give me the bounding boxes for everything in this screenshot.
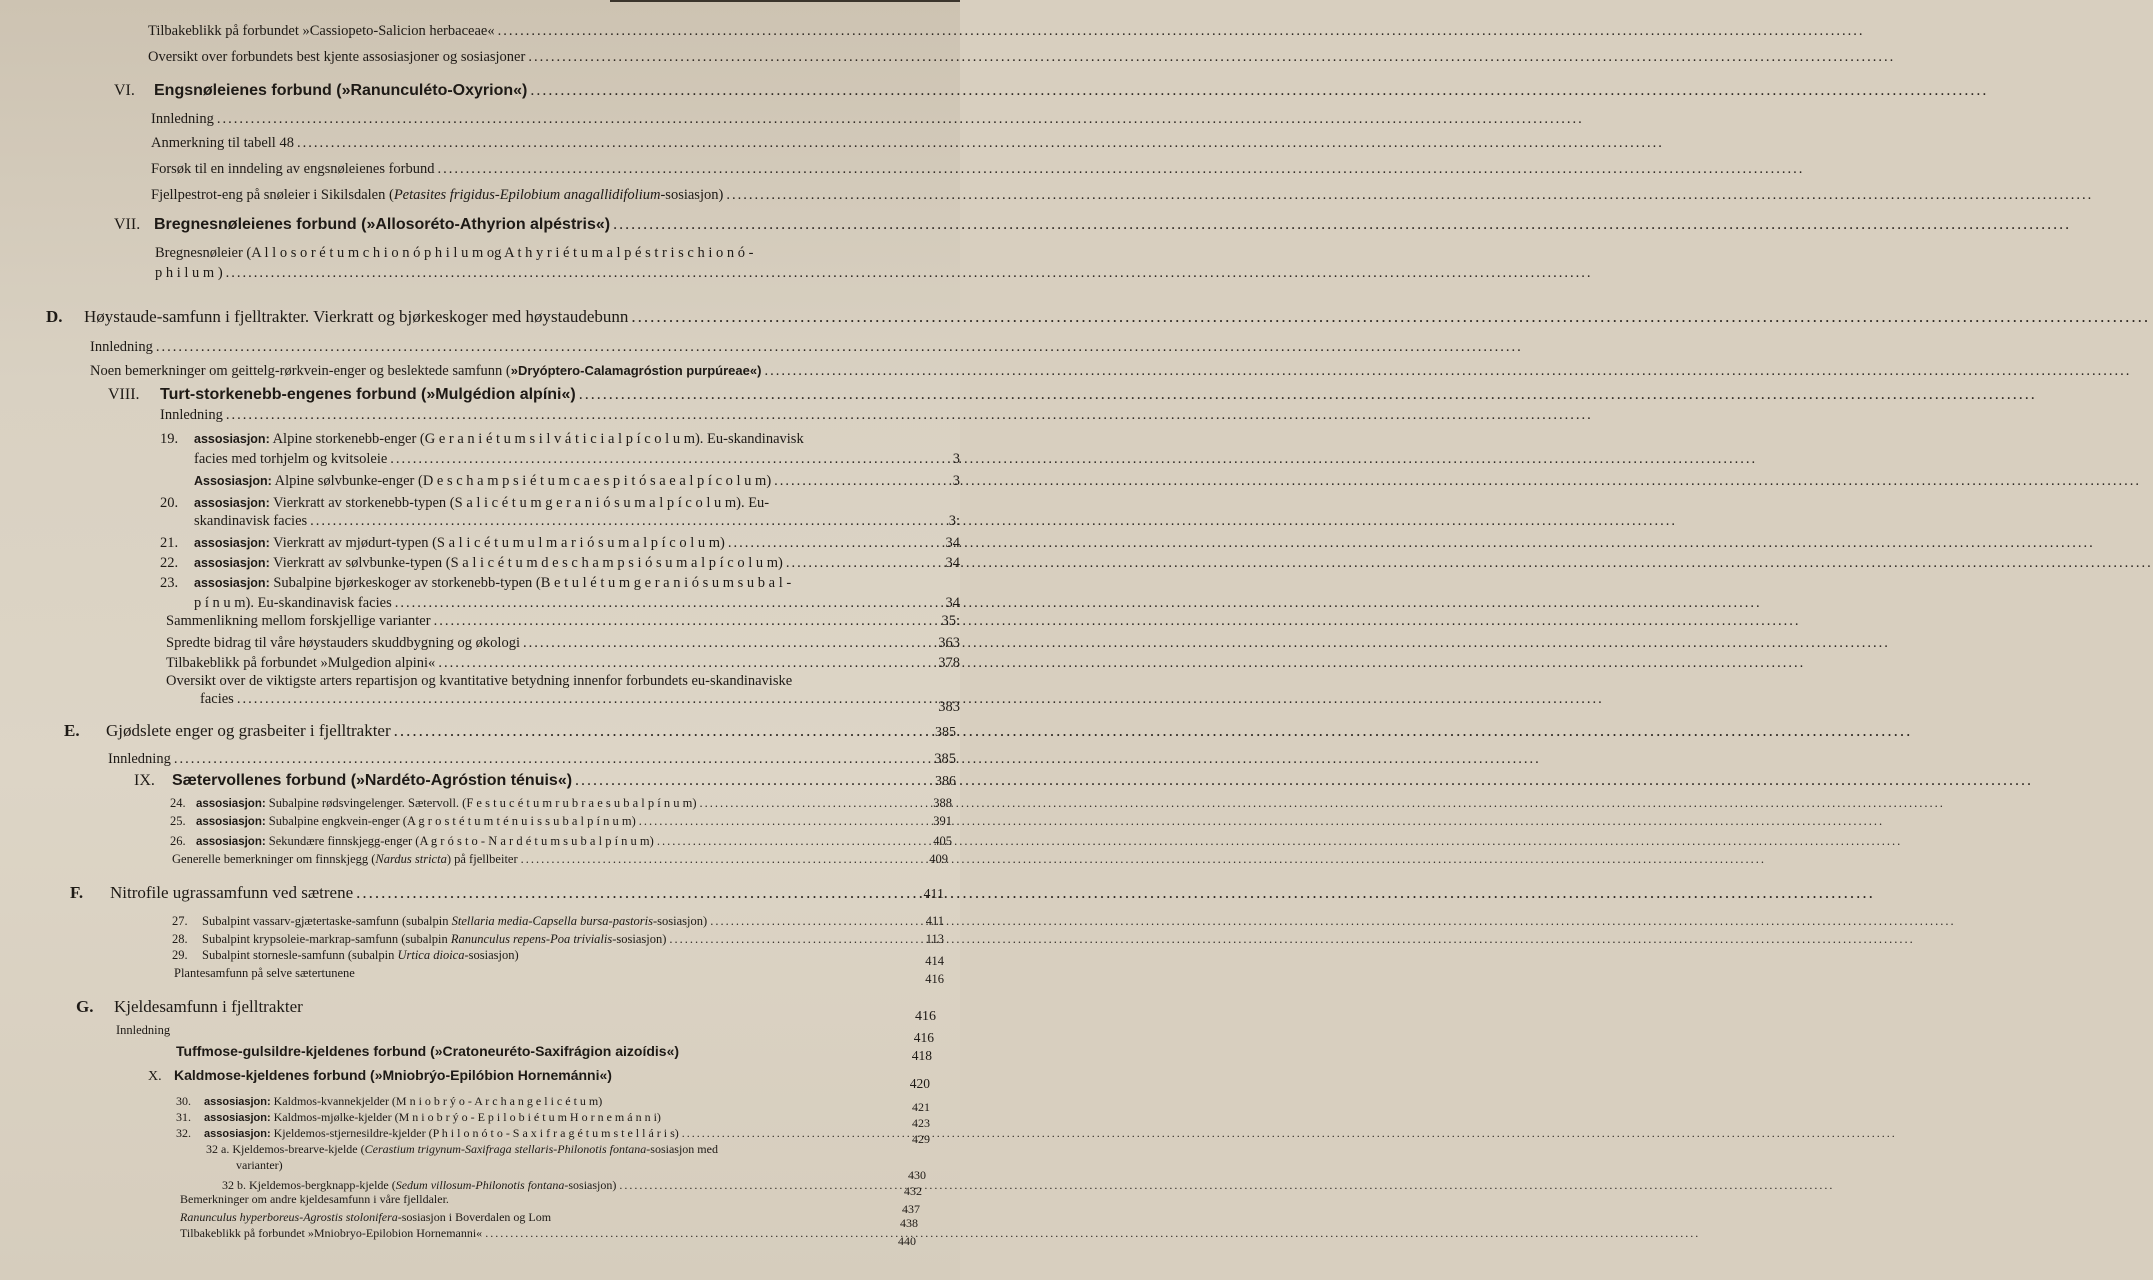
latin-name: Ranunculus hyperboreus-Agrostis stolonifera: [180, 1210, 398, 1224]
section-title: Sætervollenes forbund (»Nardéto-Agróstion ténuis«): [172, 772, 573, 789]
page-number: 391: [933, 814, 952, 828]
top-rule: [610, 0, 960, 2]
entry-text: Kaldmos-kvannekjelder (M n i o b r ý o - A r c h a n g e l i c é t u m): [273, 1094, 603, 1108]
entry-text: Tilbakeblikk på forbundet »Mniobryo-Epilobion Hornemanni«: [180, 1226, 483, 1240]
roman-numeral: X.: [148, 1069, 162, 1084]
entry-text: Bregnesnøleier (A l l o s o r é t u m c h i o n ó p h i l u m og A t h y r i é t u m a l p é s t r i s c h i o n ó -: [155, 245, 754, 261]
association-number: 29.: [172, 948, 188, 962]
leader-dots: [394, 722, 932, 740]
entry-text: Forsøk til en inndeling av engsnøleienes forbund: [151, 161, 435, 177]
leader-dots: [438, 654, 935, 672]
entry-text: -sosiasjon i Boverdalen og Lom: [397, 1210, 552, 1224]
entry-text: 32 a. Kjeldemos-brearve-kjelde (: [206, 1142, 365, 1156]
entry-text: Tilbakeblikk på forbundet »Mulgedion alpini«: [166, 655, 436, 671]
page-number: 3:: [948, 513, 960, 529]
toc-entry[interactable]: [151, 110, 960, 128]
leader-dots: [639, 814, 930, 829]
entry-text: Subalpine rødsvingelenger. Sætervoll. (F e s t u c é t u m r u b r a e s u b a l p í n u m): [268, 796, 697, 810]
entry-text: Innledning: [116, 1023, 171, 1037]
page-number: 423: [912, 1116, 930, 1130]
leader-dots: [774, 472, 950, 490]
entry-text: skandinavisk facies: [194, 513, 308, 529]
association-29[interactable]: [172, 948, 944, 968]
leader-dots: [631, 308, 957, 326]
association-24[interactable]: [170, 796, 952, 812]
section-letter: D.: [46, 307, 63, 326]
association-label: assosiasjon:: [196, 798, 266, 810]
association-32b[interactable]: [222, 1178, 922, 1198]
toc-entry[interactable]: [108, 750, 956, 768]
section-heading-vii[interactable]: [114, 216, 960, 234]
section-title: Høystaude-samfunn i fjelltrakter. Vierkratt og bjørkeskoger med høystaudebunn: [84, 307, 629, 326]
section-title: Kjeldesamfunn i fjelltrakter: [114, 997, 303, 1016]
page-number: 34: [945, 535, 960, 551]
association-26[interactable]: [170, 834, 952, 850]
association-27[interactable]: [172, 914, 944, 929]
leader-dots: [669, 932, 922, 947]
page-number: 421: [912, 1100, 930, 1114]
page-number: 34: [945, 555, 960, 571]
entry-text: -sosiasjon med: [646, 1142, 718, 1156]
section-heading-d[interactable]: [46, 308, 960, 326]
page-number: 440: [898, 1234, 916, 1248]
association-number: 28.: [172, 932, 188, 946]
leader-dots: [530, 82, 957, 100]
association-number: 23.: [160, 575, 179, 591]
roman-numeral: VI.: [114, 82, 135, 99]
leader-dots: [728, 534, 943, 552]
association-label: assosiasjon:: [196, 836, 266, 848]
association-number: 30.: [176, 1094, 191, 1108]
toc-entry[interactable]: [166, 634, 960, 652]
entry-text: Innledning: [160, 407, 223, 423]
page-number: 414: [925, 954, 944, 968]
leader-dots: [310, 512, 946, 530]
toc-entry[interactable]: [151, 160, 960, 178]
entry-text: Oversikt over forbundets best kjente assosiasjoner og sosiasjoner: [148, 49, 526, 65]
association-number: 25.: [170, 814, 186, 828]
leader-dots: [726, 186, 957, 204]
toc-entry[interactable]: [148, 48, 960, 66]
association-number: 19.: [160, 431, 179, 447]
leader-dots: [434, 612, 939, 630]
leader-dots: [682, 1126, 909, 1141]
toc-entry-continued[interactable]: [200, 690, 960, 715]
association-number: 24.: [170, 796, 186, 810]
leader-dots: [700, 796, 931, 811]
entry-text: facies med torhjelm og kvitsoleie: [194, 451, 388, 467]
entry-text: facies: [200, 691, 234, 707]
section-letter: E.: [64, 721, 80, 740]
association-number: 31.: [176, 1110, 191, 1124]
leader-dots: [217, 110, 957, 128]
toc-entry[interactable]: [180, 1192, 920, 1216]
toc-entry[interactable]: [90, 362, 960, 380]
entry-text: Noen bemerkninger om geittelg-rørkvein-enger og beslektede samfunn (: [90, 363, 511, 379]
leader-dots: [764, 362, 957, 380]
page-number: 416: [913, 1030, 934, 1045]
page-number: 411: [923, 887, 944, 902]
page-number: 383: [938, 699, 960, 715]
toc-entry[interactable]: [166, 654, 960, 672]
page-number: 432: [904, 1184, 922, 1198]
latin-name: Urtica dioica: [397, 948, 465, 962]
toc-entry-continued[interactable]: [155, 264, 960, 282]
book-page: [0, 0, 960, 1280]
page-number: 388: [933, 796, 952, 810]
leader-dots: [613, 216, 957, 234]
leader-dots: [485, 1226, 895, 1241]
page-number: 378: [938, 655, 960, 671]
association-22[interactable]: [160, 554, 960, 572]
entry-text: Alpine storkenebb-enger (G e r a n i é t u m s i l v á t i c i a l p í c o l u m). Eu-skandinavisk: [272, 431, 804, 447]
section-title: Bregnesnøleienes forbund (»Allosoréto-Athyrion alpéstris«): [154, 216, 611, 233]
association-19[interactable]: [160, 430, 960, 448]
toc-entry[interactable]: [166, 612, 960, 630]
page-number: 430: [908, 1168, 926, 1182]
latin-name: Cerastium trigynum-Saxifraga stellaris-Philonotis fontana: [364, 1142, 647, 1156]
entry-text: Anmerkning til tabell 48: [151, 135, 294, 151]
association-label: assosiasjon:: [194, 432, 270, 446]
latin-name: Stellaria media-Capsella bursa-pastoris: [451, 914, 654, 928]
section-title: Engsnøleienes forbund (»Ranunculéto-Oxyrion«): [154, 82, 528, 99]
leader-dots: [786, 554, 943, 572]
entry-text: p í n u m). Eu-skandinavisk facies: [194, 595, 392, 611]
page-number: 437: [902, 1202, 920, 1216]
association-20-continued[interactable]: [194, 512, 960, 530]
leader-dots: [528, 48, 957, 66]
association-label: assosiasjon:: [194, 536, 270, 550]
page-number: 411: [925, 914, 944, 928]
page-number: 113: [925, 932, 944, 946]
entry-text: Alpine sølvbunke-enger (D e s c h a m p s i é t u m c a e s p i t ó s a e a l p í c o l u m): [274, 473, 772, 489]
association-label: assosiasjon:: [194, 556, 270, 570]
toc-entry[interactable]: [180, 1226, 916, 1248]
association-32a[interactable]: [206, 1142, 926, 1157]
page-number: 429: [912, 1132, 930, 1146]
entry-text: -sosiasjon): [464, 948, 519, 962]
entry-text: Tilbakeblikk på forbundet »Cassiopeto-Salicion herbaceae«: [148, 23, 495, 39]
page-number: 409: [929, 852, 948, 866]
association-20[interactable]: [160, 494, 960, 512]
entry-text: Innledning: [151, 111, 214, 127]
association-19b[interactable]: [194, 472, 960, 490]
leader-dots: [575, 772, 932, 790]
entry-text: Kaldmos-mjølke-kjelder (M n i o b r ý o - E p i l o b i é t u m H o r n e m á n n i): [273, 1110, 661, 1124]
association-32a-continued[interactable]: [236, 1158, 926, 1182]
entry-text: 32 b. Kjeldemos-bergknapp-kjelde (: [222, 1178, 396, 1192]
association-number: 20.: [160, 495, 179, 511]
leader-dots: [390, 450, 949, 468]
leader-dots: [356, 884, 920, 902]
leader-dots: [498, 22, 957, 40]
association-label: assosiasjon:: [204, 1112, 271, 1124]
association-number: 32.: [176, 1126, 191, 1140]
association-label: Assosiasjon:: [194, 474, 272, 488]
toc-entry[interactable]: [180, 1210, 918, 1230]
page-number: 416: [925, 972, 944, 986]
leader-dots: [297, 134, 957, 152]
association-label: assosiasjon:: [196, 816, 266, 828]
section-title: Nitrofile ugrassamfunn ved sætrene: [110, 883, 354, 902]
association-label: assosiasjon:: [204, 1096, 271, 1108]
entry-text: Sekundære finnskjegg-enger (A g r ó s t o - N a r d é t u m s u b a l p í n u m): [268, 834, 654, 848]
association-number: 27.: [172, 914, 188, 928]
page-number: 420: [909, 1076, 930, 1091]
leader-dots: [174, 750, 931, 768]
entry-text: Bemerkninger om andre kjeldesamfunn i våre fjelldaler.: [180, 1192, 449, 1206]
entry-text: Generelle bemerkninger om finnskjegg (: [172, 852, 376, 866]
section-title: Tuffmose-gulsildre-kjeldenes forbund (»Cratoneuréto-Saxifrágion aizoídis«): [176, 1043, 680, 1059]
page-number: 3: [952, 473, 960, 489]
association-number: 22.: [160, 555, 179, 571]
leader-dots: [156, 338, 957, 356]
page-number: 405: [933, 834, 952, 848]
section-letter: G.: [76, 997, 94, 1016]
section-title: Kaldmose-kjeldenes forbund (»Mniobrýo-Epilóbion Hornemánni«): [174, 1067, 612, 1083]
roman-numeral: VII.: [114, 216, 141, 233]
toc-entry[interactable]: [174, 966, 944, 986]
leader-dots: [395, 594, 943, 612]
section-letter: F.: [70, 883, 84, 902]
section-heading-x[interactable]: [148, 1066, 930, 1091]
roman-numeral: VIII.: [108, 386, 140, 403]
association-25[interactable]: [170, 814, 952, 830]
entry-text: -sosiasjon): [612, 932, 667, 946]
page-number: 438: [900, 1216, 918, 1230]
entry-text: varianter): [236, 1158, 283, 1172]
page-number: 3: [952, 451, 960, 467]
entry-text: Oversikt over de viktigste arters repartisjon og kvantitative betydning innenfor forbundets eu-skandinaviske: [166, 673, 793, 689]
association-23-continued[interactable]: [194, 594, 960, 612]
leader-dots: [523, 634, 935, 652]
section-heading-viii[interactable]: [108, 386, 960, 404]
section-heading-f[interactable]: [70, 884, 944, 904]
association-28[interactable]: [172, 932, 944, 947]
page-number: 35:: [941, 613, 960, 629]
association-21[interactable]: [160, 534, 960, 552]
toc-entry[interactable]: [90, 338, 960, 356]
entry-text: p h i l u m ): [155, 265, 223, 281]
entry-text: -sosiasjon): [564, 1178, 617, 1192]
section-title: Gjødslete enger og grasbeiter i fjelltrakter: [106, 721, 391, 740]
entry-text: Kjeldemos-stjernesildre-kjelder (P h i l o n ó t o - S a x i f r a g é t u m s t e l l á r i s): [273, 1126, 679, 1140]
entry-text: ) på fjellbeiter: [446, 852, 518, 866]
entry-text: Sammenlikning mellom forskjellige varianter: [166, 613, 431, 629]
toc-entry[interactable]: [116, 1022, 934, 1045]
entry-text: Subalpint vassarv-gjætertaske-samfunn (subalpin: [202, 914, 452, 928]
association-number: 21.: [160, 535, 179, 551]
leader-dots: [438, 160, 957, 178]
entry-text: Subalpint krypsoleie-markrap-samfunn (subalpin: [202, 932, 451, 946]
entry-text: Innledning: [90, 339, 153, 355]
page-number: 385: [935, 725, 956, 740]
entry-text: Vierkratt av storkenebb-typen (S a l i c é t u m g e r a n i ó s u m a l p í c o l u m). Eu-: [273, 495, 770, 511]
toc-entry[interactable]: [148, 22, 960, 40]
entry-text: Subalpine engkvein-enger (A g r o s t é t u m t é n u i s s u b a l p í n u m): [268, 814, 636, 828]
toc-entry[interactable]: [151, 134, 960, 152]
association-23[interactable]: [160, 574, 960, 592]
toc-entry[interactable]: [166, 672, 960, 690]
section-heading-g[interactable]: [76, 997, 936, 1024]
toc-entry[interactable]: [160, 406, 960, 424]
entry-text: Subalpine bjørkeskoger av storkenebb-typen (B e t u l é t u m g e r a n i ó s u m s u b a l -: [273, 575, 792, 591]
entry-text: Subalpint stornesle-samfunn (subalpin: [202, 948, 398, 962]
association-32[interactable]: [176, 1126, 930, 1146]
association-number: 26.: [170, 834, 186, 848]
latin-name: Nardus stricta: [375, 852, 447, 866]
section-heading-e[interactable]: [64, 722, 956, 742]
page-number: 34: [945, 595, 960, 611]
toc-entry[interactable]: [155, 244, 960, 262]
entry-text: Vierkratt av mjødurt-typen (S a l i c é t u m u l m a r i ó s u m a l p í c o l u m): [273, 535, 725, 551]
section-heading-tuffmose[interactable]: [176, 1042, 932, 1062]
roman-numeral: IX.: [134, 772, 155, 789]
leader-dots: [237, 690, 935, 708]
association-19-continued[interactable]: [194, 450, 960, 468]
leader-dots: [710, 914, 923, 929]
latin-name: Petasites frigidus-Epilobium anagallidifolium: [393, 187, 661, 203]
page-number: 385: [934, 751, 956, 767]
page-number: 416: [915, 1009, 936, 1024]
association-label: assosiasjon:: [204, 1128, 271, 1140]
page-number: 418: [911, 1048, 932, 1063]
association-label: assosiasjon:: [194, 576, 270, 590]
association-label: assosiasjon:: [194, 496, 270, 510]
entry-text: Fjellpestrot-eng på snøleier i Sikilsdalen (: [151, 187, 394, 203]
entry-text: -sosiasjon): [653, 914, 708, 928]
association-30[interactable]: [176, 1094, 930, 1114]
leader-dots: [521, 852, 927, 867]
alliance-name: »Dryóptero-Calamagróstion purpúreae«): [510, 363, 762, 378]
toc-entry[interactable]: [172, 852, 948, 867]
leader-dots: [657, 834, 930, 849]
section-heading-vi[interactable]: [114, 82, 960, 100]
entry-text: Innledning: [108, 751, 171, 767]
leader-dots: [579, 386, 957, 404]
section-title: Turt-storkenebb-engenes forbund (»Mulgédion alpíni«): [160, 386, 576, 403]
leader-dots: [226, 264, 957, 282]
entry-text: Plantesamfunn på selve sætertunene: [174, 966, 355, 980]
leader-dots: [226, 406, 957, 424]
page-number: 386: [935, 774, 956, 789]
latin-name: Sedum villosum-Philonotis fontana: [395, 1178, 565, 1192]
leader-dots: [619, 1178, 901, 1193]
entry-text: Vierkratt av sølvbunke-typen (S a l i c é t u m d e s c h a m p s i ó s u m a l p í c o l u m): [273, 555, 783, 571]
entry-text: Spredte bidrag til våre høystauders skuddbygning og økologi: [166, 635, 520, 651]
section-heading-ix[interactable]: [134, 772, 956, 791]
entry-text: -sosiasjon): [660, 187, 724, 203]
association-31[interactable]: [176, 1110, 930, 1130]
page-number: 363: [938, 635, 960, 651]
toc-entry[interactable]: [151, 186, 960, 204]
latin-name: Ranunculus repens-Poa trivialis: [450, 932, 613, 946]
